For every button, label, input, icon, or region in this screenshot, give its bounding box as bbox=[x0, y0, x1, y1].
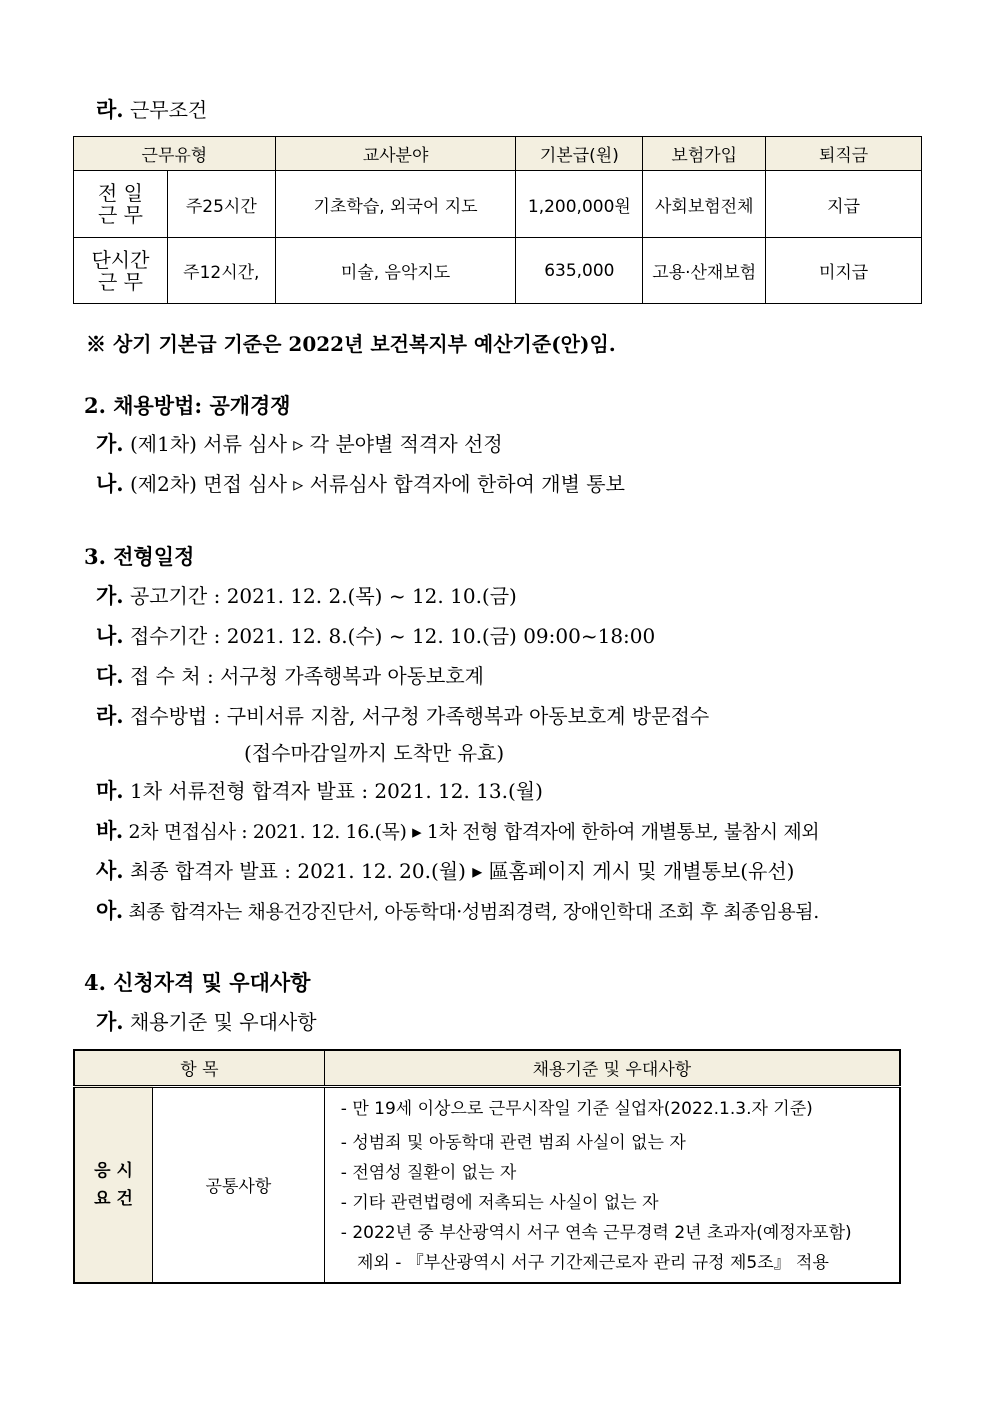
item-text: 접수기간 : 2021. 12. 8.(수) ~ 12. 10.(금) 09:00~18:00 bbox=[129, 624, 656, 648]
list-item bbox=[96, 620, 655, 650]
criteria-line: - 기타 관련법령에 저촉되는 사실이 없는 자 bbox=[340, 1192, 659, 1213]
pay-cell: 635,000 bbox=[516, 238, 643, 304]
table-row bbox=[74, 171, 922, 238]
hours-cell: 주12시간, bbox=[167, 238, 275, 304]
item-marker: 사. bbox=[96, 858, 124, 883]
header-criteria: 채용기준 및 우대사항 bbox=[324, 1050, 900, 1086]
work-conditions-table bbox=[73, 136, 922, 304]
pay-cell: 1,200,000원 bbox=[516, 171, 643, 238]
field-cell: 기초학습, 외국어 지도 bbox=[275, 171, 516, 238]
group-label-line: 응 시 bbox=[94, 1160, 133, 1181]
list-item bbox=[96, 660, 484, 690]
hours-cell: 주25시간 bbox=[167, 171, 275, 238]
list-item bbox=[96, 855, 794, 885]
table-row bbox=[74, 1086, 900, 1283]
work-type-cell bbox=[74, 171, 168, 238]
work-type-line: 전 일 bbox=[97, 181, 143, 205]
header-insurance: 보험가입 bbox=[643, 137, 766, 171]
item-text: (제2차) 면접 심사 ▹ 서류심사 합격자에 한하여 개별 통보 bbox=[129, 472, 625, 496]
work-type-line: 근 무 bbox=[97, 269, 143, 294]
header-teacher-field: 교사분야 bbox=[275, 137, 516, 171]
item-text: 최종 합격자 발표 : 2021. 12. 20.(월) ▸ 區홈페이지 게시 및 개별통보(유선) bbox=[129, 859, 795, 883]
work-table-header bbox=[74, 137, 922, 171]
item-text: 최종 합격자는 채용건강진단서, 아동학대·성범죄경력, 장애인학대 조회 후 최종임용됨. bbox=[128, 901, 819, 923]
table-row bbox=[74, 238, 922, 304]
item-marker: 나. bbox=[96, 471, 124, 496]
work-type-line: 근 무 bbox=[97, 203, 143, 227]
criteria-line: - 전염성 질환이 없는 자 bbox=[340, 1162, 517, 1183]
list-item bbox=[96, 700, 709, 730]
group-label-cell bbox=[74, 1086, 153, 1283]
list-item bbox=[96, 428, 503, 458]
header-severance: 퇴직금 bbox=[766, 137, 922, 171]
list-item bbox=[96, 468, 625, 498]
item-marker: 다. bbox=[96, 663, 124, 688]
severance-cell: 미지급 bbox=[766, 238, 922, 304]
section-title: 근무조건 bbox=[129, 98, 208, 122]
work-type-cell bbox=[74, 238, 168, 304]
insurance-cell: 고용·산재보험 bbox=[643, 238, 766, 304]
item-marker: 나. bbox=[96, 623, 124, 648]
header-work-type: 근무유형 bbox=[74, 137, 276, 171]
section-marker: 라. bbox=[96, 97, 124, 122]
item-text: 공고기간 : 2021. 12. 2.(목) ~ 12. 10.(금) bbox=[129, 584, 517, 608]
item-text: (제1차) 서류 심사 ▹ 각 분야별 적격자 선정 bbox=[129, 432, 503, 456]
item-marker: 가. bbox=[96, 583, 124, 608]
section-4-sub bbox=[96, 1006, 317, 1036]
criteria-line: - 성범죄 및 아동학대 관련 범죄 사실이 없는 자 bbox=[340, 1132, 686, 1153]
section-4-title: 4. 신청자격 및 우대사항 bbox=[84, 970, 311, 995]
list-item bbox=[96, 895, 819, 925]
criteria-line: 제외 - 『부산광역시 서구 기간제근로자 관리 규정 제5조』 적용 bbox=[340, 1252, 829, 1273]
item-marker: 가. bbox=[96, 1009, 124, 1034]
header-item: 항 목 bbox=[74, 1050, 324, 1086]
list-item-continuation: (접수마감일까지 도착만 유효) bbox=[244, 741, 505, 765]
field-cell: 미술, 음악지도 bbox=[275, 238, 516, 304]
item-marker: 바. bbox=[96, 818, 123, 843]
category-cell: 공통사항 bbox=[153, 1086, 325, 1283]
criteria-line: - 2022년 중 부산광역시 서구 연속 근무경력 2년 초과자(예정자포함) bbox=[340, 1222, 852, 1243]
requirements-table bbox=[73, 1049, 901, 1284]
list-item bbox=[96, 775, 543, 805]
item-text: 1차 서류전형 합격자 발표 : 2021. 12. 13.(월) bbox=[129, 779, 543, 803]
insurance-cell: 사회보험전체 bbox=[643, 171, 766, 238]
criteria-cell bbox=[324, 1086, 900, 1283]
group-label-line: 요 건 bbox=[94, 1188, 133, 1209]
list-item bbox=[96, 815, 819, 845]
criteria-line: - 만 19세 이상으로 근무시작일 기준 실업자(2022.1.3.자 기준) bbox=[340, 1098, 813, 1119]
severance-cell: 지급 bbox=[766, 171, 922, 238]
item-marker: 아. bbox=[96, 898, 123, 923]
header-base-pay: 기본급(원) bbox=[516, 137, 643, 171]
item-marker: 라. bbox=[96, 703, 124, 728]
item-text: 2차 면접심사 : 2021. 12. 16.(목) ▸ 1차 전형 합격자에 한하여 개별통보, 불참시 제외 bbox=[128, 821, 820, 843]
work-type-line: 단시간 bbox=[91, 247, 150, 272]
req-table-header bbox=[74, 1050, 900, 1086]
section-3-title: 3. 전형일정 bbox=[84, 544, 195, 569]
base-pay-note: ※ 상기 기본급 기준은 2022년 보건복지부 예산기준(안)임. bbox=[86, 332, 616, 356]
item-marker: 가. bbox=[96, 431, 124, 456]
section-la-heading bbox=[96, 94, 207, 124]
item-marker: 마. bbox=[96, 778, 124, 803]
section-2-title: 2. 채용방법: 공개경쟁 bbox=[84, 393, 291, 418]
item-text: 채용기준 및 우대사항 bbox=[129, 1010, 317, 1034]
item-text: 접 수 처 : 서구청 가족행복과 아동보호계 bbox=[129, 664, 484, 688]
item-text: 접수방법 : 구비서류 지참, 서구청 가족행복과 아동보호계 방문접수 bbox=[129, 704, 710, 728]
list-item bbox=[96, 580, 517, 610]
